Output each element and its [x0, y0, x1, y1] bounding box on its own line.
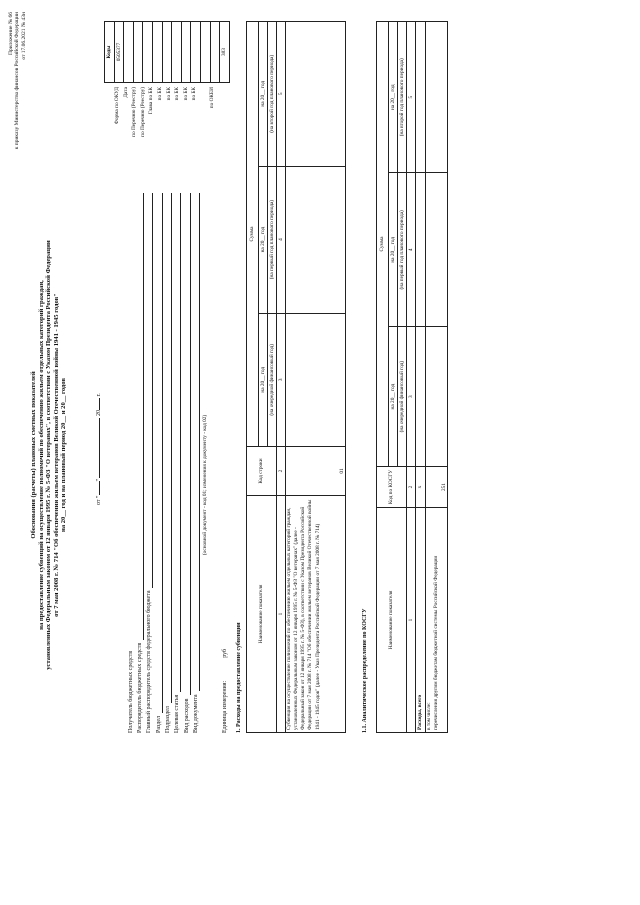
field-document-type: Вид документа [191, 193, 200, 733]
code-bk-3 [181, 22, 191, 83]
s11-head-y2-sub: (на первый год планового периода) [398, 173, 407, 327]
date-year-suffix: г. [96, 393, 102, 397]
label-bk-1: по БК [156, 87, 163, 101]
title-line-5: на 20__ год и на плановый период 20__ и 20__ годов [60, 378, 68, 532]
appendix-header [8, 12, 27, 272]
section-1-title: 1. Расходы на предоставление субвенции [236, 622, 242, 733]
field-subsection: Подраздел [163, 193, 172, 733]
s11-num-4: 4 [407, 173, 416, 327]
s11-row-transfer-y2 [426, 173, 448, 327]
s11-head-name: Наименование показателя [377, 508, 407, 733]
s11-row-transfer-y1 [426, 327, 448, 467]
label-registry-2: по Перечню (Реестру) [139, 87, 146, 137]
label-date: Дата [122, 87, 129, 98]
s11-row-total-y3 [416, 22, 426, 173]
section-11-table [376, 21, 448, 733]
label-okei: по ОКЕИ [208, 87, 215, 109]
field-manager: Распорядитель бюджетных средств [134, 193, 143, 733]
appendix-order: к приказу Министерства финансов Российской Федерации [14, 12, 21, 150]
code-date [124, 22, 134, 83]
table-row [416, 22, 426, 733]
s11-head-y1: на 20__ год [389, 327, 398, 467]
code-bk-1 [162, 22, 172, 83]
title-line-4: от 7 мая 2008 г. № 714 "Об обеспечении жильем ветеранов Великой Отечественной войны 1941 - 1945 годов" [52, 293, 60, 617]
title-line-1: Обоснования (расчеты) плановых сметных показателей [30, 371, 37, 539]
fields-block [125, 193, 200, 733]
s1-num-1: 1 [277, 496, 286, 733]
s1-row-y1 [286, 313, 346, 446]
table-row [426, 22, 448, 733]
label-bk-3: по БК [174, 87, 181, 101]
code-okud: 0505377 [114, 22, 124, 83]
appendix-date: от 17.06.2021 № 43н [20, 12, 27, 60]
s1-head-y3: на 20__ год [259, 22, 268, 167]
label-registry-1: по Перечню (Реестру) [131, 87, 138, 137]
s11-head-code: Код по КОСГУ [377, 467, 407, 508]
title-line-3: установленных Федеральным законом от 12 января 1995 г. № 5-ФЗ "О ветеранах", в соответствии с Указом Президента Российской Федерации [45, 240, 53, 670]
label-bk-4: по БК [182, 87, 189, 101]
s11-num-2: 2 [407, 467, 416, 508]
unit-line [222, 649, 229, 733]
s1-head-y1-sub: (на очередной финансовый год) [268, 313, 277, 446]
codes-labels [113, 87, 216, 185]
s11-row-total-y2 [416, 173, 426, 327]
s11-row-transfer-name [426, 508, 448, 733]
s11-row-total-y1 [416, 327, 426, 467]
appendix-number: Приложение № 66 [8, 12, 14, 56]
s11-row-total-code: x [416, 467, 426, 508]
code-registry-2 [143, 22, 153, 83]
field-section: Раздел [153, 193, 162, 733]
s1-head-y2: на 20__ год [259, 166, 268, 313]
code-okei: 383 [220, 22, 230, 83]
field-target-item: Целевая статья [172, 193, 181, 733]
s1-row-name: Субвенция на осуществление полномочий по обеспечению жильем отдельных категорий граждан, установленных Федеральным законом от 12 января 1995 г. № 5-ФЗ "О ветеранах" (далее - Федеральный закон от 12 января 1995 г. № 5-ФЗ), в соответствии с Указом Президента Российской Федерации от 7 мая 2008 г. № 714 "Об обеспечении жильем ветеранов Великой Отечественной войны 1941 - 1945 годов" (далее - Указ Президента Российской Федерации от 7 мая 2008 г. № 714) [286, 496, 346, 733]
date-prefix: от " [96, 495, 102, 505]
label-bk-5: по БК [191, 87, 198, 101]
s11-num-5: 5 [407, 22, 416, 173]
codes-table [104, 21, 230, 83]
date-year: 20 [96, 410, 102, 417]
s1-num-2: 2 [277, 447, 286, 496]
s1-head-sum: Сумма [247, 22, 259, 447]
unit-value: руб [222, 648, 228, 658]
code-bk-2 [172, 22, 182, 83]
s11-head-y3-sub: (на второй год планового периода) [398, 22, 407, 173]
s11-row-transfer-text: перечисления другим бюджетам бюджетной системы Российской Федерации [432, 555, 439, 730]
s1-row-y3 [286, 22, 346, 167]
s11-head-sum: Сумма [377, 22, 389, 467]
doc-type-note: (основной документ - код 01; изменения к документу - код 02) [202, 414, 208, 556]
codes-head: Коды [105, 22, 115, 83]
s1-row-code: 01 [286, 447, 346, 496]
code-registry-1 [133, 22, 143, 83]
code-bk-4 [191, 22, 201, 83]
s1-num-3: 3 [277, 313, 286, 446]
s1-row-y2 [286, 166, 346, 313]
s1-num-5: 5 [277, 22, 286, 167]
section-11-title: 1.1. Аналитическое распределение по КОСГУ [362, 608, 368, 733]
s11-head-y1-sub: (на очередной финансовый год) [398, 327, 407, 467]
s11-row-transfer-code: 251 [426, 467, 448, 508]
s1-head-y1: на 20__ год [259, 313, 268, 446]
label-empty [199, 87, 208, 185]
s11-head-y2: на 20__ год [389, 173, 398, 327]
document-title [30, 175, 68, 735]
date-line [96, 305, 103, 505]
label-chapter-bk: Глава по БК [148, 87, 155, 115]
s11-num-3: 3 [407, 327, 416, 467]
field-recipient: Получатель бюджетных средств [127, 650, 134, 733]
section-1-table [246, 21, 346, 733]
s1-num-4: 4 [277, 166, 286, 313]
s1-head-y3-sub: (на второй год планового периода) [268, 22, 277, 167]
field-chief-manager: Главный распорядитель средств федерального бюджета [144, 193, 153, 733]
s11-head-y3: на 20__ год [389, 22, 398, 173]
title-line-2: на предоставление субвенций на осуществление полномочий по обеспечению жильем отдельных категорий граждан, [37, 280, 45, 630]
label-okud: Форма по ОКУД [114, 87, 120, 125]
code-empty [210, 22, 220, 83]
s1-head-y2-sub: (на первый год планового периода) [268, 166, 277, 313]
s11-row-total-name: Расходы, всего [416, 508, 426, 733]
code-chapter [152, 22, 162, 83]
date-mid: " [96, 479, 102, 482]
s1-head-code: Код строки [247, 447, 277, 496]
s11-num-1: 1 [407, 508, 416, 733]
unit-label: Единица измерения: [222, 680, 228, 733]
label-bk-2: по БК [165, 87, 172, 101]
field-expense-type: Вид расходов [181, 193, 190, 733]
code-bk-5 [200, 22, 210, 83]
s1-head-name: Наименование показателя [247, 496, 277, 733]
s11-row-transfer-y3 [426, 22, 448, 173]
s11-row-incl: в том числе: [426, 702, 432, 730]
